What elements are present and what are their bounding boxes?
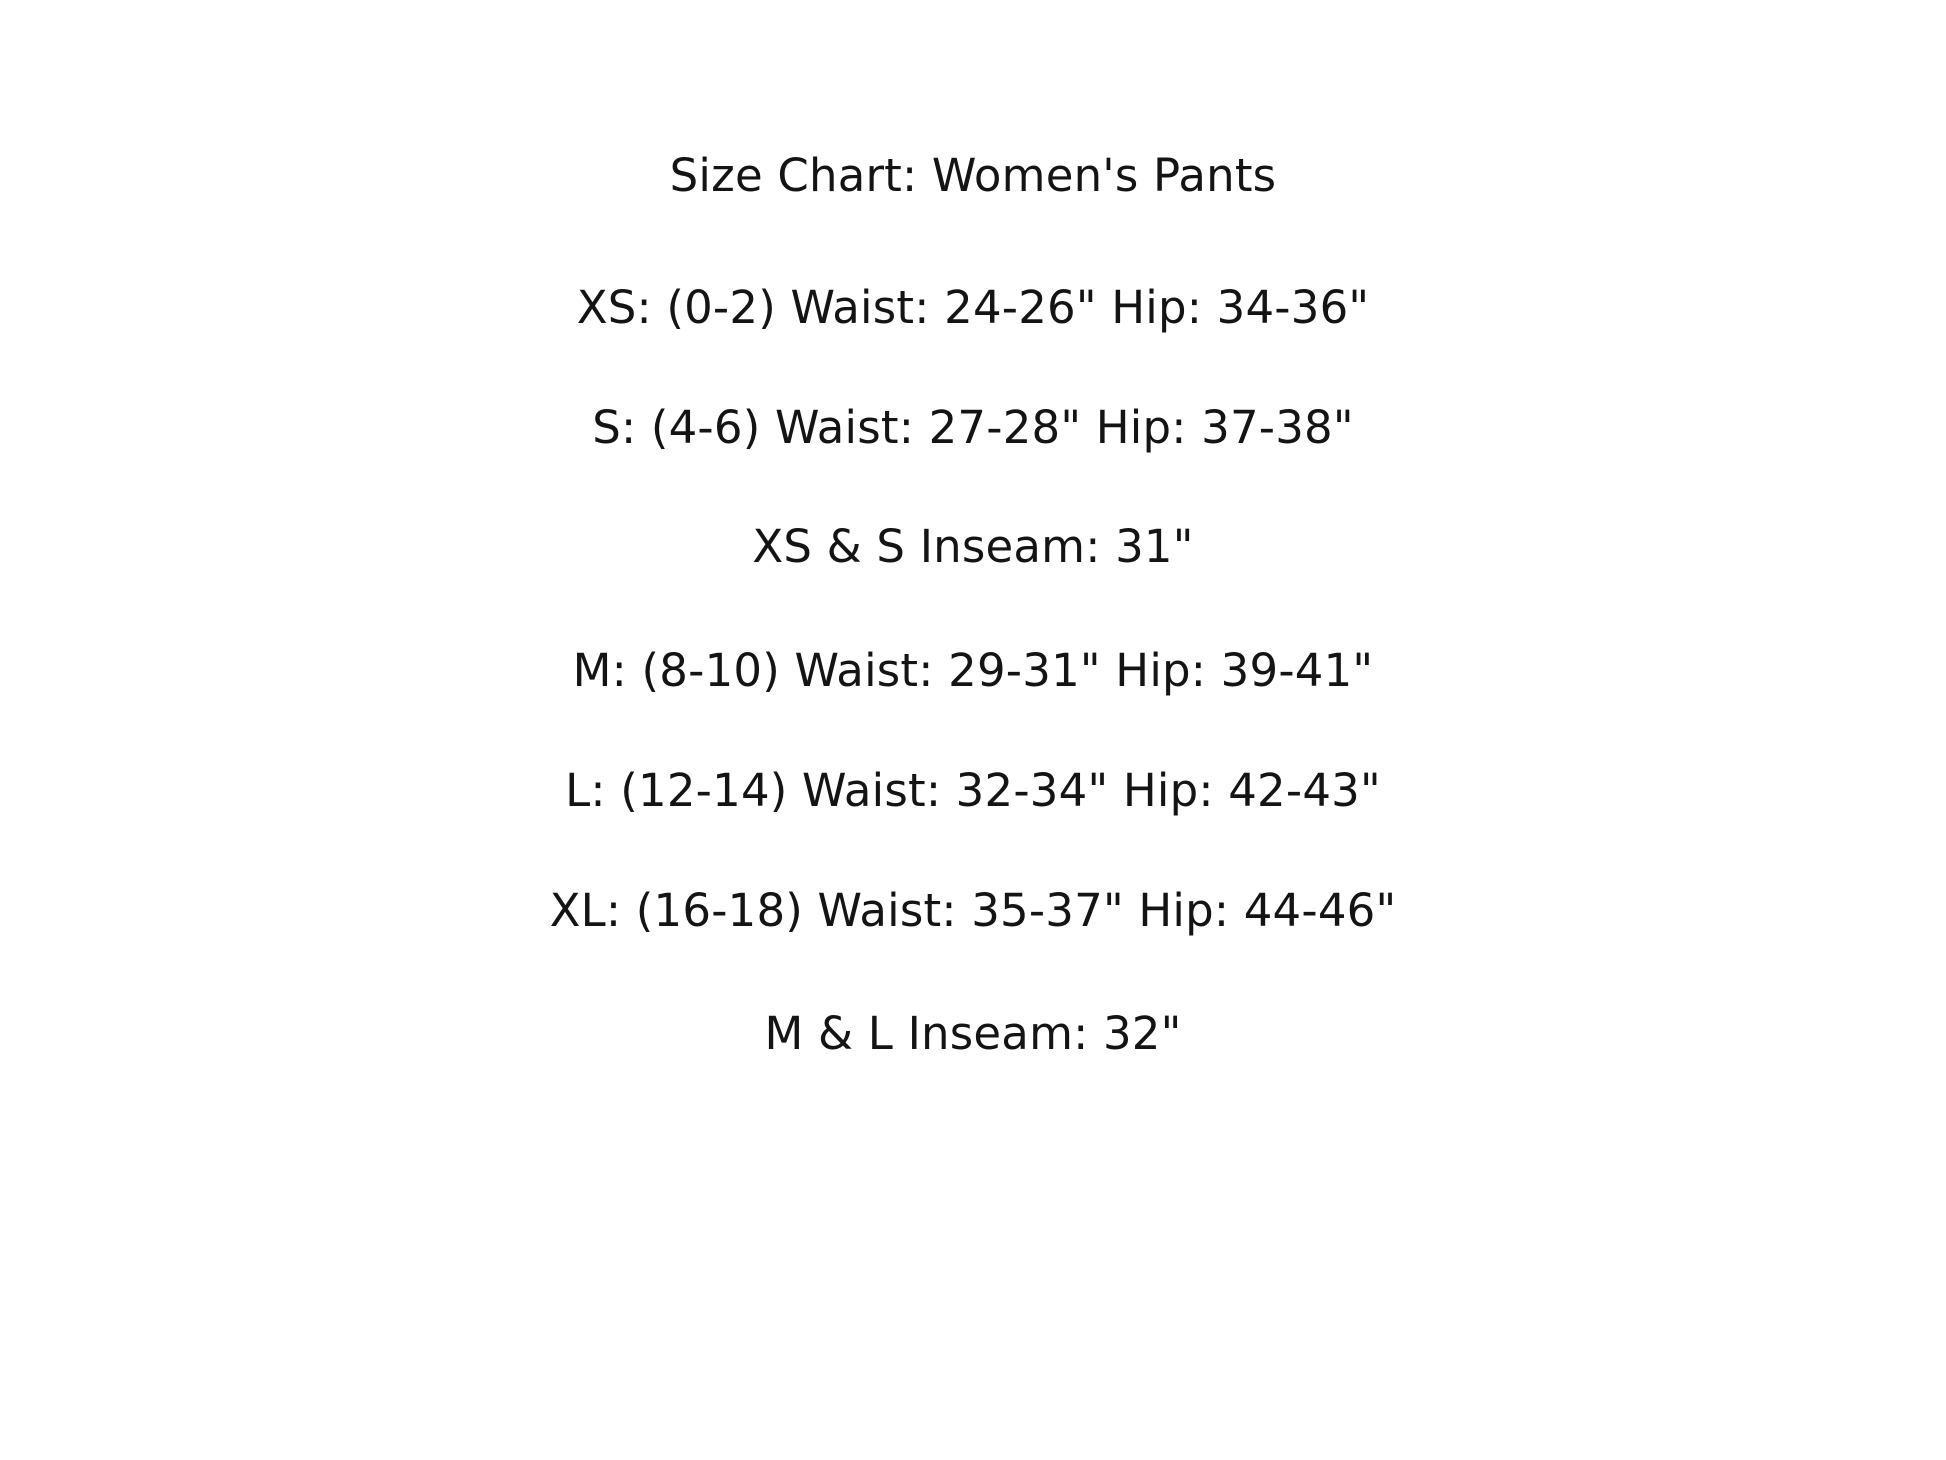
size-row-l: L: (12-14) Waist: 32-34" Hip: 42-43" — [565, 763, 1381, 817]
inseam-row-m-l: M & L Inseam: 32" — [764, 1007, 1182, 1061]
size-row-m: M: (8-10) Waist: 29-31" Hip: 39-41" — [572, 644, 1374, 697]
size-row-xs: XS: (0-2) Waist: 24-26" Hip: 34-36" — [576, 280, 1370, 334]
page-title: Size Chart: Women's Pants — [669, 149, 1277, 202]
size-row-xl: XL: (16-18) Waist: 35-37" Hip: 44-46" — [549, 883, 1397, 937]
size-row-s: S: (4-6) Waist: 27-28" Hip: 37-38" — [592, 400, 1354, 454]
inseam-row-xs-s: XS & S Inseam: 31" — [752, 520, 1194, 574]
